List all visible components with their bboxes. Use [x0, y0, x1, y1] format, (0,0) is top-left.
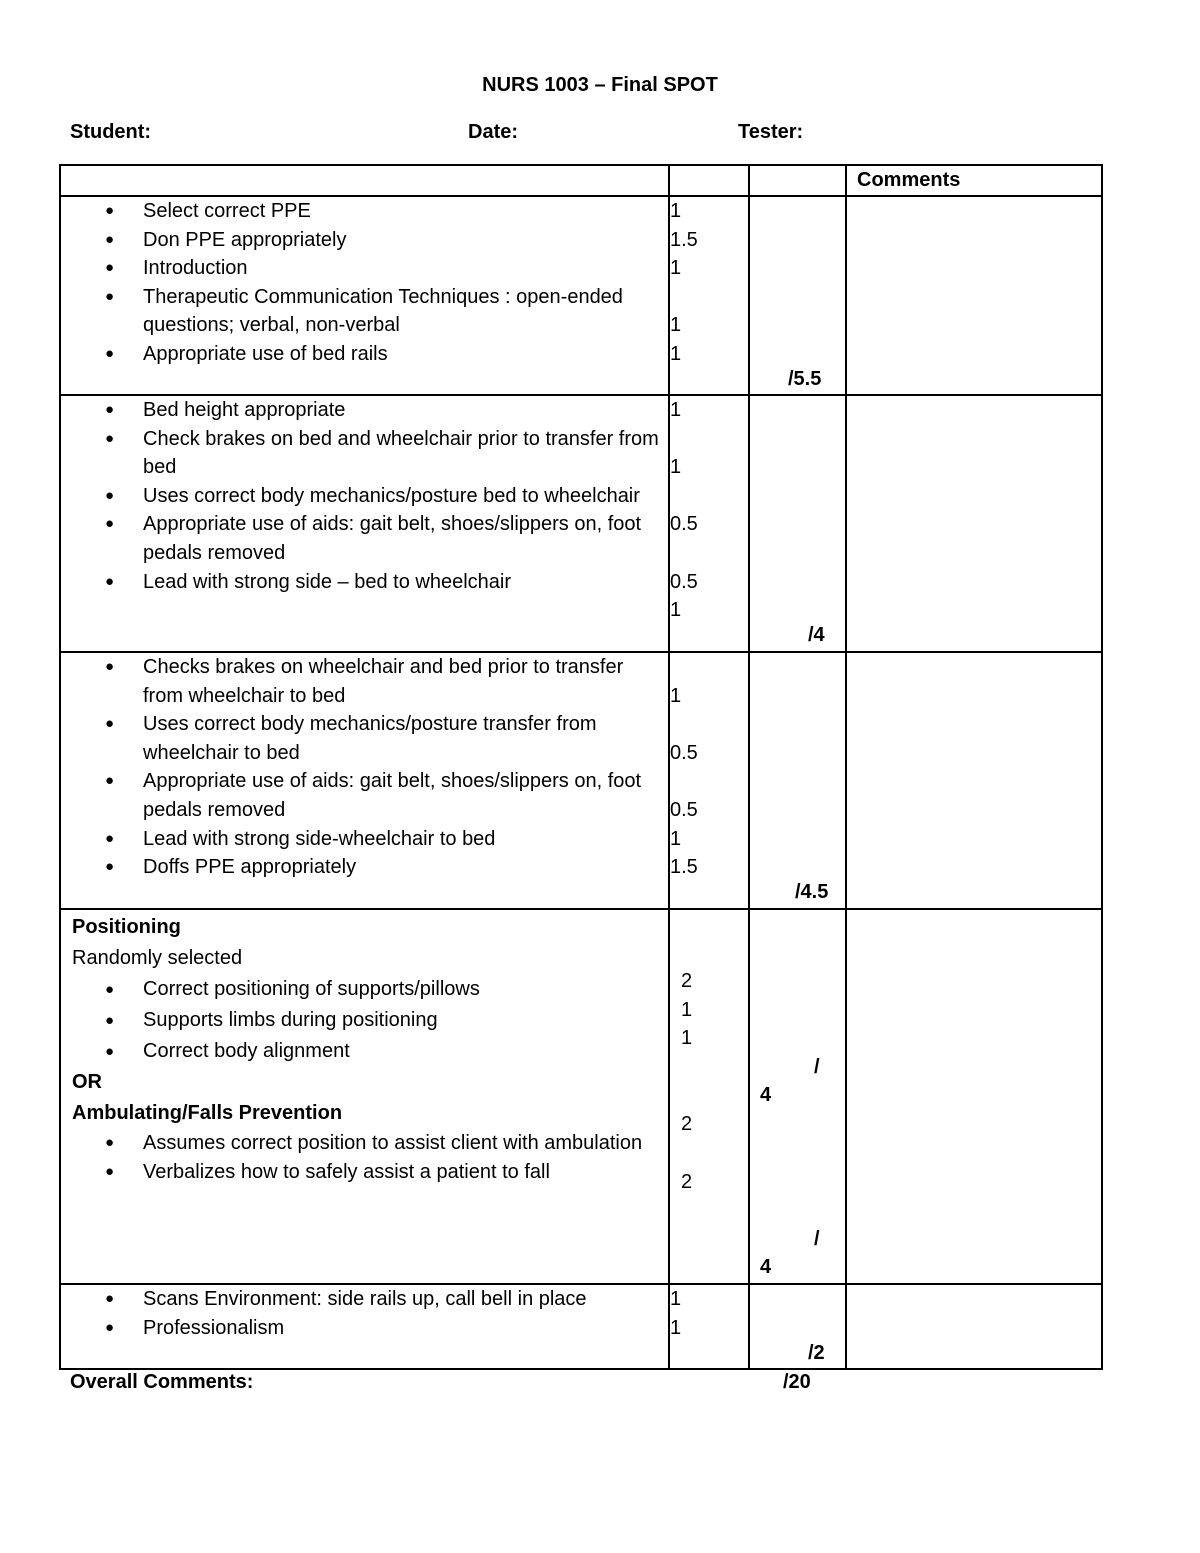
score-cell: [749, 909, 846, 1284]
section-wheelchair-to-bed: [60, 652, 1102, 909]
student-label: Student:: [70, 121, 152, 143]
points-value: [670, 653, 748, 682]
list-item: ● Therapeutic Communication Techniques : open-ended questions; verbal, non-verbal: [61, 283, 668, 340]
points-value: [670, 482, 748, 511]
list-item: ● Uses correct body mechanics/posture transfer from wheelchair to bed: [61, 710, 668, 767]
points-value: 1: [670, 257, 682, 280]
evaluation-table: [59, 164, 1103, 1370]
list-item: ● Appropriate use of aids: gait belt, shoes/slippers on, foot pedals removed: [61, 767, 668, 824]
points-value: 1: [670, 200, 682, 222]
comments-cell: [846, 652, 1102, 909]
randomly-selected-label: Randomly selected: [72, 947, 243, 969]
positioning-heading: Positioning: [72, 916, 181, 938]
overall-comments-label: Overall Comments:: [70, 1371, 254, 1393]
points-value: 0.5: [670, 798, 698, 821]
list-item: ● Correct body alignment: [61, 1036, 668, 1067]
table-header-row: [60, 165, 1102, 196]
or-label: OR: [72, 1071, 102, 1093]
list-item: ● Assumes correct position to assist client with ambulation: [61, 1129, 668, 1158]
points-value: 1: [681, 999, 693, 1021]
comments-cell: [846, 1284, 1102, 1369]
points-value: [670, 710, 748, 739]
points-value: 1: [670, 456, 682, 479]
score-cell: [749, 196, 846, 395]
ambulating-heading: Ambulating/Falls Prevention: [72, 1102, 343, 1124]
date-label: Date:: [468, 121, 519, 143]
score-cell: [749, 652, 846, 909]
list-item: ● Appropriate use of aids: gait belt, shoes/slippers on, foot pedals removed: [61, 510, 668, 567]
points-column: [669, 1284, 749, 1369]
points-value: 1: [670, 684, 682, 707]
tester-label: Tester:: [738, 121, 804, 143]
list-item: ● Check brakes on bed and wheelchair prior to transfer from bed: [61, 425, 668, 482]
section-score-max: 4: [760, 1256, 772, 1278]
document-title: NURS 1003 – Final SPOT: [482, 74, 718, 96]
section-score: /5.5: [788, 368, 822, 390]
section-ppe-communication: [60, 196, 1102, 395]
points-value: 2: [681, 1113, 693, 1135]
list-item: ● Verbalizes how to safely assist a patient to fall: [61, 1158, 668, 1187]
comments-header: Comments: [846, 165, 1102, 196]
points-value: 0.5: [670, 570, 698, 593]
points-value: 1: [681, 1027, 693, 1049]
points-value: [670, 283, 748, 312]
list-item: ● Scans Environment: side rails up, call bell in place: [61, 1285, 668, 1314]
list-item: ● Bed height appropriate: [61, 396, 668, 425]
points-value: 1: [670, 1316, 682, 1339]
section-score: /2: [808, 1342, 825, 1364]
comments-cell: [846, 196, 1102, 395]
points-value: 1: [670, 314, 682, 337]
comments-cell: [846, 909, 1102, 1284]
section-score: /4: [808, 624, 825, 646]
points-value: 0.5: [670, 513, 698, 536]
list-item: ● Don PPE appropriately: [61, 226, 668, 255]
list-item: ● Lead with strong side-wheelchair to bed: [61, 825, 668, 854]
total-score: /20: [783, 1371, 811, 1393]
points-value: 1: [670, 827, 682, 850]
points-value: [670, 539, 748, 568]
points-value: 1: [670, 599, 682, 622]
list-item: ● Supports limbs during positioning: [61, 1005, 668, 1036]
points-column: [669, 652, 749, 909]
points-value: 1.5: [670, 856, 698, 879]
list-item: ● Introduction: [61, 254, 668, 283]
points-value: 1: [670, 399, 682, 421]
list-item: ● Correct positioning of supports/pillows: [61, 974, 668, 1005]
points-value: 1: [670, 1288, 682, 1310]
section-score-max: 4: [760, 1084, 772, 1106]
points-column: [669, 395, 749, 652]
points-value: 1: [670, 342, 682, 365]
list-item: ● Appropriate use of bed rails: [61, 340, 668, 369]
points-value: 2: [681, 1171, 693, 1193]
points-value: [670, 425, 748, 454]
list-item: ● Select correct PPE: [61, 197, 668, 226]
comments-cell: [846, 395, 1102, 652]
section-bed-to-wheelchair: [60, 395, 1102, 652]
section-score: /4.5: [795, 881, 829, 903]
section-positioning-ambulating: [60, 909, 1102, 1284]
section-score-slash: /: [814, 1228, 820, 1250]
points-column: [669, 196, 749, 395]
list-item: ● Lead with strong side – bed to wheelchair: [61, 568, 668, 597]
list-item: ● Checks brakes on wheelchair and bed prior to transfer from wheelchair to bed: [61, 653, 668, 710]
points-value: 1.5: [670, 228, 698, 251]
list-item: ● Doffs PPE appropriately: [61, 853, 668, 882]
list-item: ● Uses correct body mechanics/posture bed to wheelchair: [61, 482, 668, 511]
section-environment-professionalism: [60, 1284, 1102, 1369]
points-value: 0.5: [670, 741, 698, 764]
list-item: ● Professionalism: [61, 1314, 668, 1343]
points-value: 2: [681, 970, 693, 992]
points-column: [669, 909, 749, 1284]
points-value: [670, 767, 748, 796]
score-cell: [749, 1284, 846, 1369]
section-score-slash: /: [814, 1056, 820, 1078]
score-cell: [749, 395, 846, 652]
